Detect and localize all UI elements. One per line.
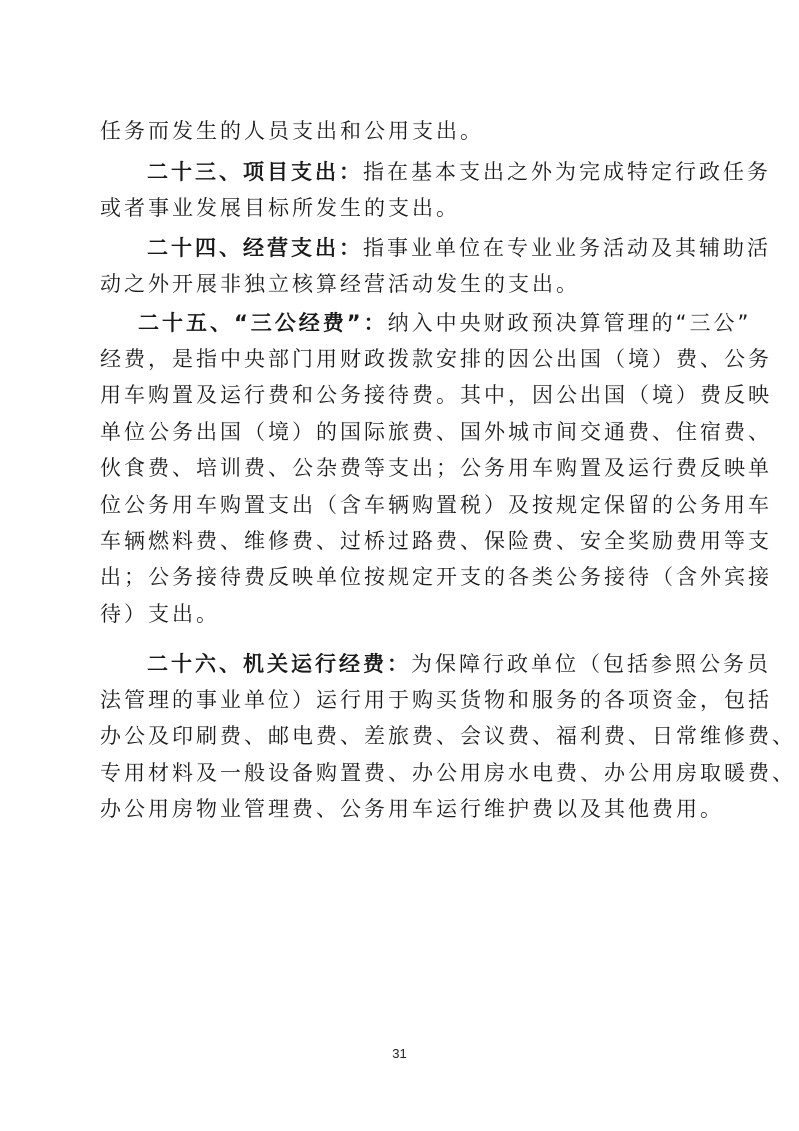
text-line: [100, 559, 799, 595]
line-text: 任务而发生的人员支出和公用支出。: [100, 119, 484, 143]
line-text: 位公务用车购置支出（含车辆购置税）及按规定保留的公务用车: [100, 493, 772, 517]
line-text: 经费，是指中央部门用财政拨款安排的因公出国（境）费、公务: [100, 347, 772, 371]
term-heading: 二十四、经营支出：: [147, 236, 363, 260]
text-line: [100, 341, 799, 377]
term-heading: 二十六、机关运行经费：: [147, 652, 411, 676]
line-text: 纳入中央财政预决算管理的“三公”: [387, 311, 752, 335]
term-heading: 二十五、“三公经费”：: [138, 311, 388, 335]
text-line: [100, 190, 799, 226]
text-line: [100, 487, 799, 523]
text-line: [100, 450, 799, 486]
line-text: 单位公务出国（境）的国际旅费、国外城市间交通费、住宿费、: [100, 420, 772, 444]
definition-line: [147, 154, 799, 190]
line-text: 为保障行政单位（包括参照公务员: [411, 652, 771, 676]
page-number: 31: [392, 1046, 407, 1061]
text-line: [100, 523, 799, 559]
text-line: [100, 596, 799, 632]
text-line: [100, 113, 799, 149]
line-text: 指事业单位在专业业务活动及其辅助活: [363, 236, 771, 260]
text-line: [100, 755, 799, 791]
line-text: 办公及印刷费、邮电费、差旅费、会议费、福利费、日常维修费、: [100, 724, 796, 748]
line-text: 动之外开展非独立核算经营活动发生的支出。: [100, 272, 580, 296]
text-line: [100, 414, 799, 450]
line-text: 法管理的事业单位）运行用于购买货物和服务的各项资金，包括: [100, 688, 772, 712]
line-text: 或者事业发展目标所发生的支出。: [100, 196, 460, 220]
line-text: 指在基本支出之外为完成特定行政任务: [363, 160, 771, 184]
text-line: [100, 266, 799, 302]
text-line: [100, 682, 799, 718]
line-text: 车辆燃料费、维修费、过桥过路费、保险费、安全奖励费用等支: [100, 529, 772, 553]
definition-line: [147, 230, 799, 266]
line-text: 伙食费、培训费、公杂费等支出；公务用车购置及运行费反映单: [100, 456, 772, 480]
line-text: 待）支出。: [100, 602, 220, 626]
text-line: [100, 718, 799, 754]
definition-line: [147, 646, 799, 682]
text-line: [100, 377, 799, 413]
line-text: 专用材料及一般设备购置费、办公用房水电费、办公用房取暖费、: [100, 761, 796, 785]
term-heading: 二十三、项目支出：: [147, 160, 363, 184]
text-line: [100, 791, 799, 827]
line-text: 办公用房物业管理费、公务用车运行维护费以及其他费用。: [100, 797, 724, 821]
line-text: 用车购置及运行费和公务接待费。其中，因公出国（境）费反映: [100, 383, 772, 407]
line-text: 出；公务接待费反映单位按规定开支的各类公务接待（含外宾接: [100, 565, 772, 589]
definition-line: [138, 305, 799, 341]
